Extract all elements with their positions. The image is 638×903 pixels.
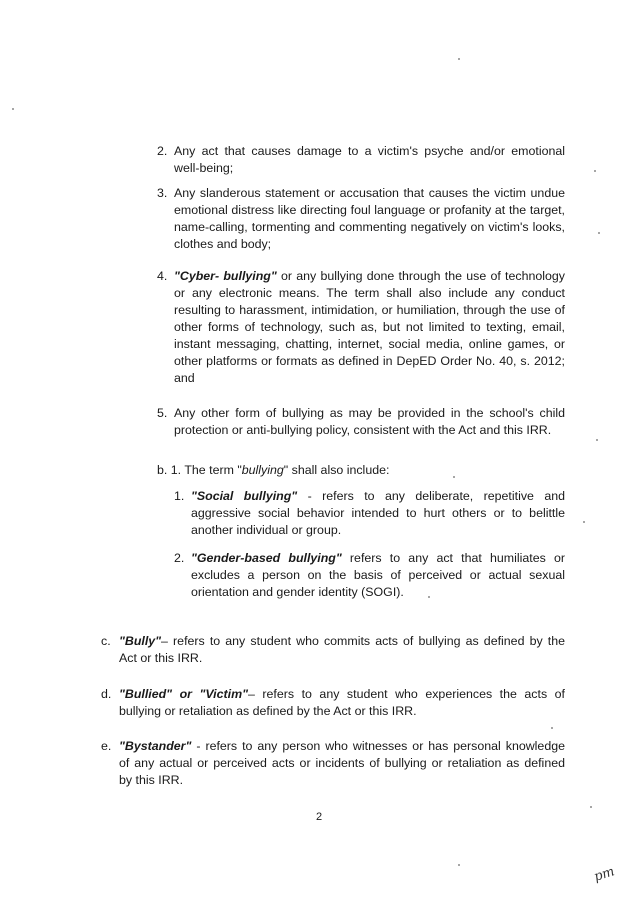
scan-speck bbox=[458, 58, 460, 60]
text-line: emotional distress like directing foul language or profanity at the target, bbox=[174, 203, 565, 217]
scan-speck bbox=[453, 476, 455, 478]
list-marker: 4. bbox=[157, 269, 168, 283]
text-run: – refers to any student who commits acts of bullying as defined by the bbox=[161, 634, 565, 648]
sub-item-social-bullying bbox=[191, 488, 565, 539]
text-line: Any other form of bullying as may be provided in the school's child bbox=[174, 406, 565, 420]
subsection-b1 bbox=[157, 462, 497, 479]
list-marker: c. bbox=[101, 634, 111, 648]
defined-term: "Cyber- bullying" bbox=[174, 269, 277, 283]
text-line: and bbox=[174, 371, 195, 385]
scan-speck bbox=[551, 727, 553, 729]
scan-speck bbox=[594, 170, 596, 172]
text-line: orientation and gender identity (SOGI). bbox=[191, 585, 404, 599]
text-run: refers to any act that humiliates or bbox=[341, 551, 565, 565]
text-run: " shall also include: bbox=[283, 463, 390, 477]
sub-item-gender-based-bullying bbox=[191, 550, 565, 601]
definition-bystander bbox=[119, 738, 565, 789]
text-line: Any act that causes damage to a victim's psyche and/or emotional bbox=[174, 144, 565, 158]
text-run: b. 1. The term " bbox=[157, 463, 242, 477]
text-line bbox=[119, 686, 565, 703]
list-item-4 bbox=[174, 268, 565, 387]
text-line bbox=[191, 488, 565, 505]
text-line: bullying or retaliation as defined by the Act or this IRR. bbox=[119, 704, 417, 718]
scan-speck bbox=[12, 108, 14, 110]
text-line bbox=[174, 268, 565, 285]
scan-speck bbox=[583, 521, 585, 523]
text-run: - refers to any deliberate, repetitive and bbox=[297, 489, 566, 503]
text-line: Any slanderous statement or accusation that causes the victim undue bbox=[174, 186, 565, 200]
handwritten-initials: pm bbox=[592, 864, 617, 885]
defined-term: bullying bbox=[241, 463, 284, 477]
scan-speck bbox=[458, 864, 460, 866]
text-line: Act or this IRR. bbox=[119, 651, 203, 665]
list-marker: 2. bbox=[157, 144, 168, 158]
list-marker: d. bbox=[101, 687, 112, 701]
list-marker: 2. bbox=[174, 551, 185, 565]
scan-speck bbox=[596, 439, 598, 441]
defined-term: "Bullied" or "Victim" bbox=[119, 687, 248, 701]
text-line bbox=[191, 550, 565, 567]
scan-speck bbox=[590, 806, 592, 808]
definition-bully bbox=[119, 633, 565, 667]
list-item-2 bbox=[174, 143, 565, 177]
text-line bbox=[119, 738, 565, 755]
text-line: resulting to harassment, intimidation, or humiliation, through the use of bbox=[174, 303, 565, 317]
definition-bullied-victim bbox=[119, 686, 565, 720]
text-run: or any bullying done through the use of technology bbox=[276, 269, 565, 283]
text-line: clothes and body; bbox=[174, 237, 272, 251]
text-line: aggressive social behavior intended to hurt others or to belittle bbox=[191, 506, 565, 520]
text-line: instant messaging, chatting, internet, social media, online games, or bbox=[174, 337, 565, 351]
list-item-3 bbox=[174, 185, 565, 253]
text-line: another individual or group. bbox=[191, 523, 342, 537]
list-marker: 3. bbox=[157, 186, 168, 200]
list-marker: 1. bbox=[174, 489, 185, 503]
text-line bbox=[119, 633, 565, 650]
text-line: of any actual or perceived acts or incidents of bullying or retaliation as defined bbox=[119, 756, 565, 770]
text-line: well-being; bbox=[174, 161, 234, 175]
text-line: by this IRR. bbox=[119, 773, 184, 787]
defined-term: "Social bullying" bbox=[191, 489, 298, 503]
text-run: - refers to any person who witnesses or has personal knowledge bbox=[191, 739, 565, 753]
text-line: other platforms or formats as defined in DepED Order No. 40, s. 2012; bbox=[174, 354, 565, 368]
text-line: other forms of technology, such as, but not limited to texting, email, bbox=[174, 320, 565, 334]
text-line: or any electronic means. The term shall also include any conduct bbox=[174, 286, 565, 300]
text-line: name-calling, tormenting and commenting negatively on victim's looks, bbox=[174, 220, 565, 234]
list-item-5 bbox=[174, 405, 565, 439]
page-number: 2 bbox=[315, 811, 323, 823]
scan-speck bbox=[428, 596, 430, 598]
text-line: excludes a person on the basis of perceived or actual sexual bbox=[191, 568, 565, 582]
text-line: protection or anti-bullying policy, consistent with the Act and this IRR. bbox=[174, 423, 552, 437]
scan-speck bbox=[598, 232, 600, 234]
list-marker: e. bbox=[101, 739, 112, 753]
list-marker: 5. bbox=[157, 406, 168, 420]
defined-term: "Bully" bbox=[119, 634, 162, 648]
defined-term: "Gender-based bullying" bbox=[191, 551, 342, 565]
defined-term: "Bystander" bbox=[119, 739, 192, 753]
text-run: – refers to any student who experiences the acts of bbox=[247, 687, 565, 701]
